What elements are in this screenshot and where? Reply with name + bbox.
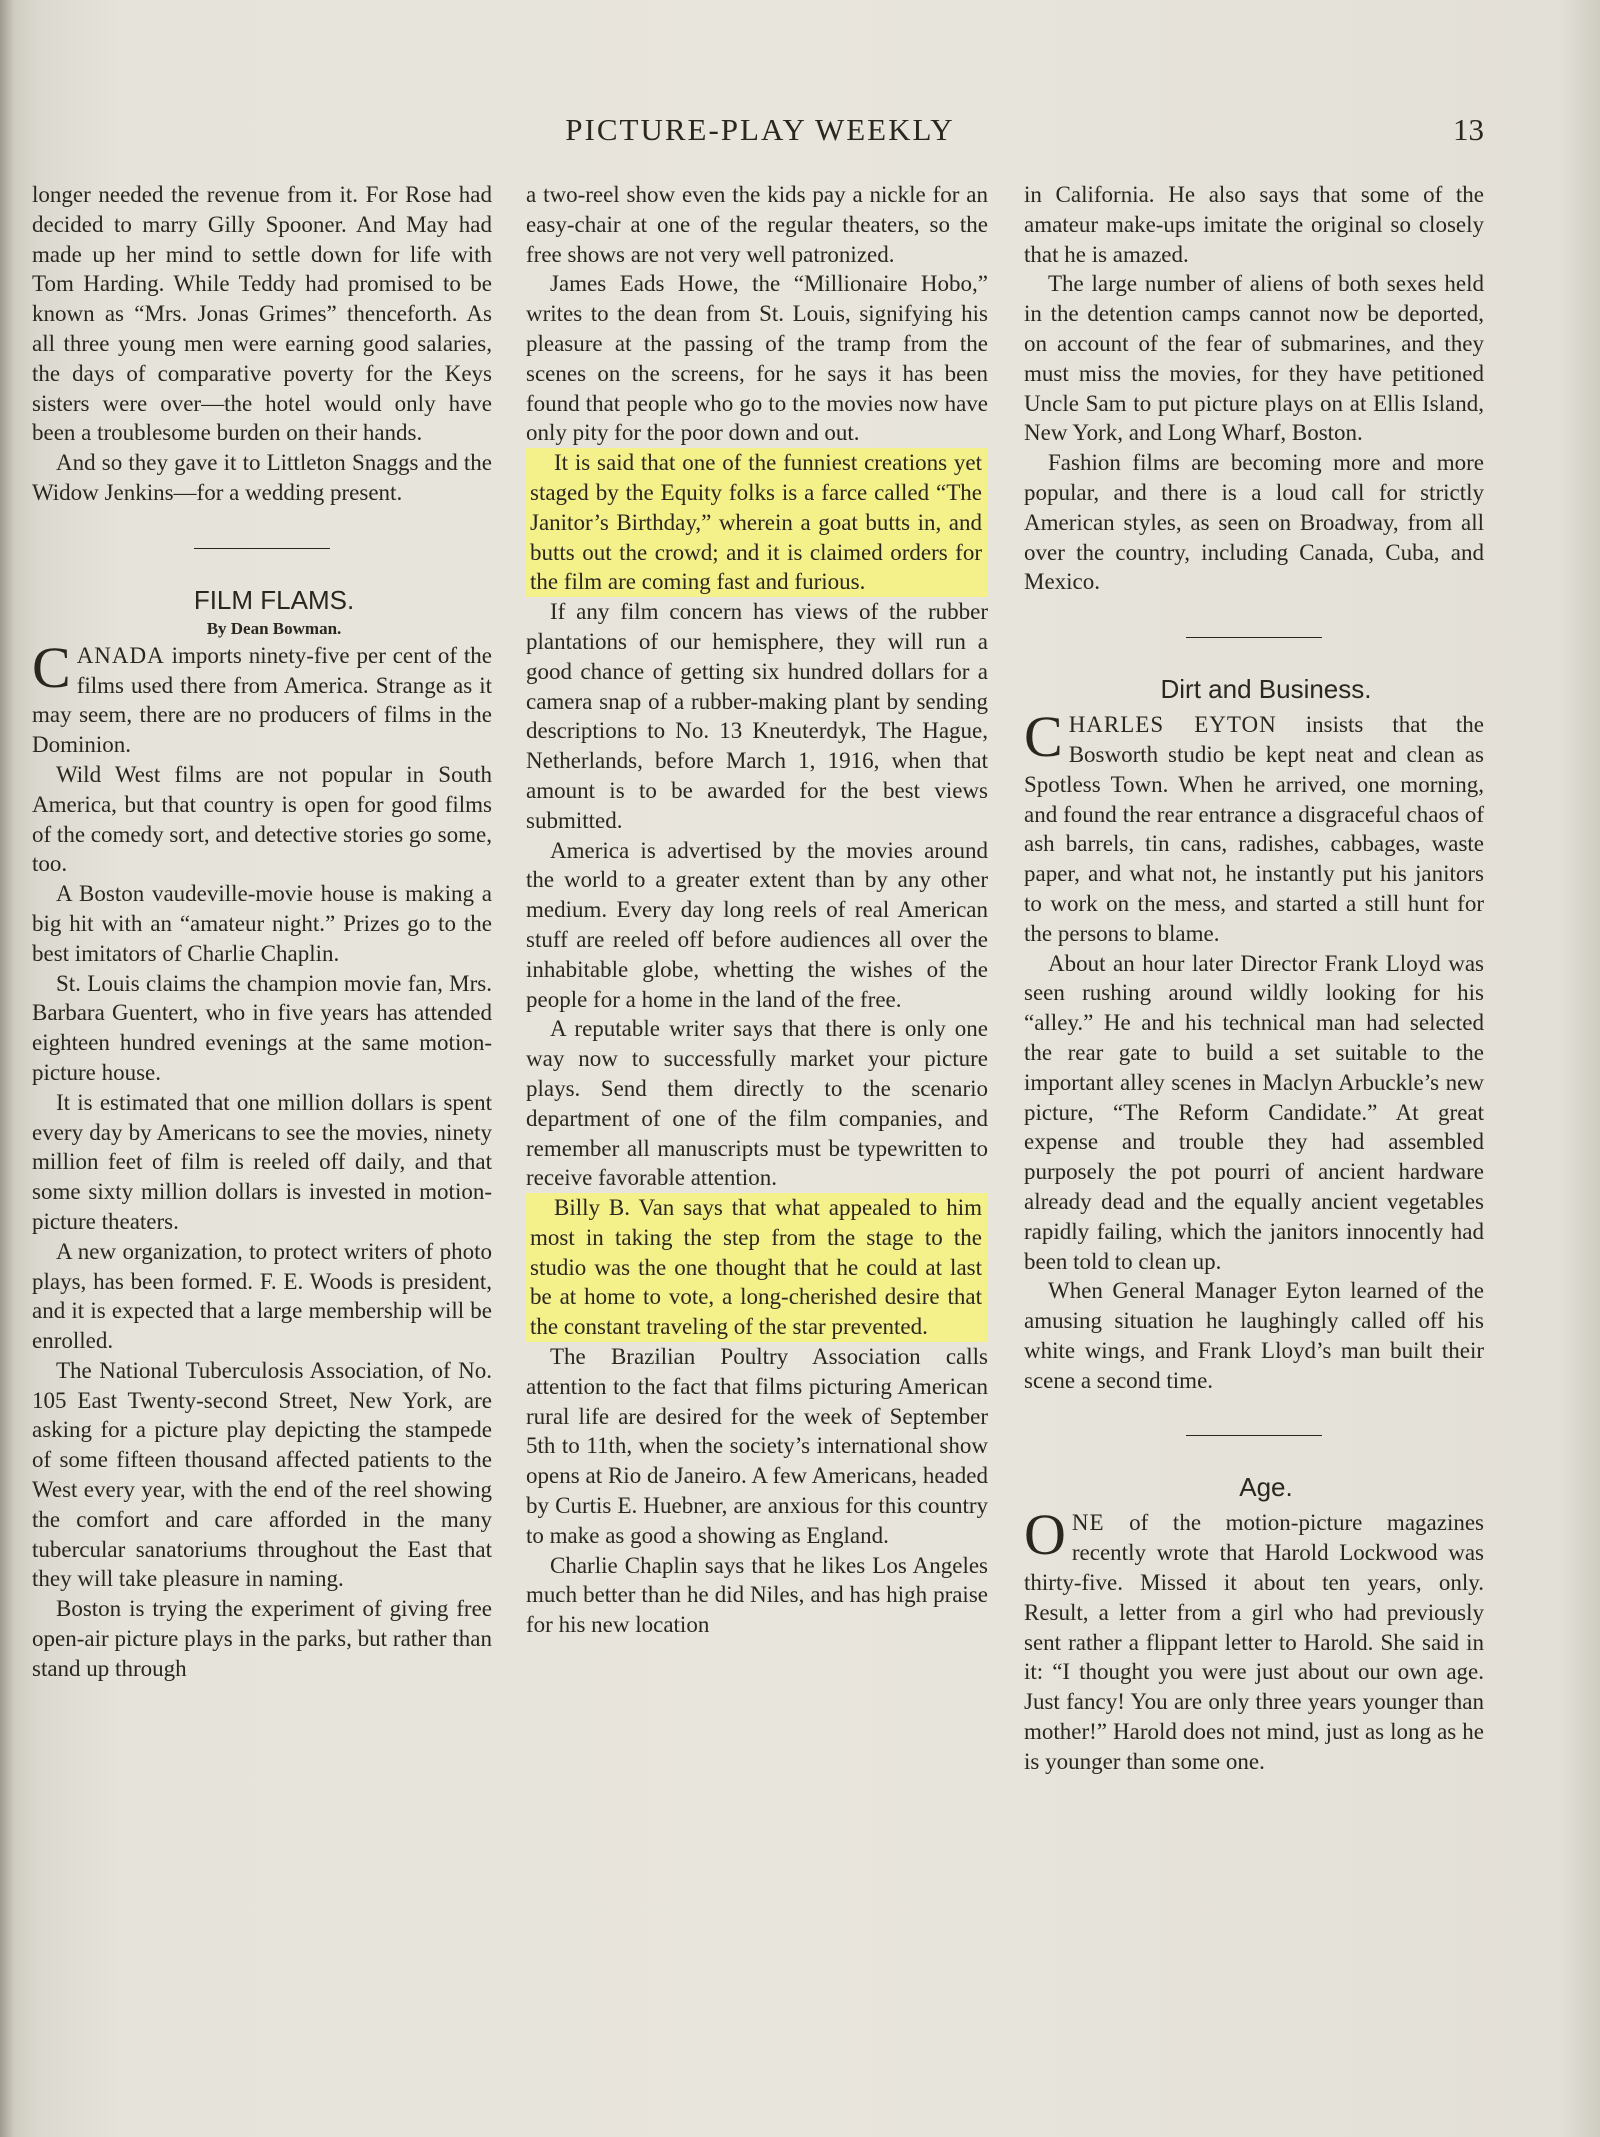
article-paragraph: The large number of aliens of both sexes held in the detention camps cannot now be deported, on account of the fear of submarines, and they must miss the movies, for they have petitioned Uncle Sam to put picture plays on at Ellis Island, New York, and Long Wharf, Boston. (1024, 271, 1484, 446)
highlighted-paragraph: It is said that one of the funniest creations yet staged by the Equity folks is a farce called “The Janitor’s Birthday,” wherein a goat butts in, and butts out the crowd; and it is claimed orders for the film are coming fast and furious. (526, 448, 988, 597)
article-paragraph: The Brazilian Poultry Association calls attention to the fact that films picturing American rural life are desired for the week of September 5th to 11th, when the society’s international show opens at Rio de Janeiro. A few Americans, headed by Curtis E. Huebner, are anxious for this country to make as good a showing as England. (526, 1344, 988, 1548)
drop-cap: C (32, 634, 71, 700)
story-ending-paragraph: longer needed the revenue from it. For Rose had decided to marry Gilly Spooner. And May had made up her mind to settle down for life with Tom Harding. While Teddy had promised to be known as “Mrs. Jonas Grimes” thenceforth. As all three young men were earning good salaries, the days of comparative poverty for the Keys sisters were over—the hotel would only have been a troublesome burden on their hands. (32, 182, 492, 446)
article-paragraph: It is estimated that one million dollars is spent every day by Americans to see the movies, ninety million feet of film is reeled off daily, and that some sixty million dollars is invested in motion-picture theaters. (32, 1089, 492, 1234)
story-ending-paragraph: And so they gave it to Littleton Snaggs and the Widow Jenkins—for a wedding present. (32, 450, 492, 505)
running-head: PICTURE-PLAY WEEKLY (565, 112, 955, 147)
article-paragraph: America is advertised by the movies around the world to a greater extent than by any other medium. Every day long reels of real American stuff are reeled off before audiences all over the inhabitable globe, whetting the wishes of the people for a home in the land of the free. (526, 837, 988, 1012)
section-title-age: Age. (1239, 1472, 1293, 1503)
column-3 (1024, 180, 1484, 1777)
column-1 (32, 180, 492, 1684)
highlighted-paragraph: Billy B. Van says that what appealed to him most in taking the step from the stage to the studio was the one thought that he could at last be at home to vote, a long-cherished desire that the constant traveling of the star prevented. (526, 1193, 988, 1342)
column-2 (526, 180, 988, 1640)
paragraph-text: of the motion-picture magazines recently wrote that Harold Lockwood was thirty-five. Missed it about ten years, only. Result, a letter from a girl who had previously sent rather a flippant letter to Harold. She said in it: “I thought you were just about our own age. Just fancy! You are only three years younger than mother!” Harold does not mind, just as long as he is younger than some one. (1024, 1510, 1484, 1774)
lead-in: NE (1071, 1510, 1105, 1536)
section-divider (194, 548, 330, 549)
article-paragraph (1024, 1502, 1484, 1776)
section-divider (1186, 637, 1322, 638)
article-paragraph: A Boston vaudeville-movie house is making a big hit with an “amateur night.” Prizes go to the best imitators of Charlie Chaplin. (32, 881, 492, 966)
page-number: 13 (1453, 112, 1484, 147)
section-title-dirt-and-business: Dirt and Business. (1160, 674, 1372, 705)
article-paragraph: Wild West films are not popular in South America, but that country is open for good films of the comedy sort, and detective stories go some, too. (32, 761, 492, 877)
article-paragraph: in California. He also says that some of the amateur make-ups imitate the original so closely that he is amazed. (1024, 182, 1484, 267)
lead-in: HARLES EYTON (1068, 712, 1277, 738)
article-paragraph: St. Louis claims the champion movie fan, Mrs. Barbara Guentert, who in five years has attended eighteen hundred evenings at the same motion-picture house. (32, 970, 492, 1085)
article-paragraph: When General Manager Eyton learned of the amusing situation he laughingly called off his white wings, and Frank Lloyd’s man built their scene a second time. (1024, 1278, 1484, 1393)
article-paragraph: A new organization, to protect writers of photo plays, has been formed. F. E. Woods is president, and it is expected that a large membership will be enrolled. (32, 1238, 492, 1354)
byline: By Dean Bowman. (206, 618, 342, 638)
article-paragraph: If any film concern has views of the rubber plantations of our hemisphere, they will run a good chance of getting six hundred dollars for a camera snap of a rubber-making plant by sending descriptions to No. 13 Kneuterdyk, The Hague, Netherlands, before March 1, 1916, when that amount is to be awarded for the best views submitted. (526, 599, 988, 833)
paragraph-text: imports ninety-five per cent of the films used there from America. Strange as it may seem, there are no producers of films in the Dominion. (32, 642, 492, 758)
article-paragraph (32, 634, 492, 760)
drop-cap: C (1024, 704, 1063, 770)
article-paragraph: James Eads Howe, the “Millionaire Hobo,” writes to the dean from St. Louis, signifying his pleasure at the passing of the tramp from the scenes on the screens, for he says it has been found that people who go to the movies now have only pity for the poor down and out. (526, 271, 988, 446)
article-paragraph: Boston is trying the experiment of giving free open-air picture plays in the parks, but rather than stand up through (32, 1596, 492, 1681)
lead-in: ANADA (76, 642, 165, 668)
binding-edge (0, 0, 14, 2137)
article-paragraph: a two-reel show even the kids pay a nickle for an easy-chair at one of the regular theaters, so the free shows are not very well patronized. (526, 182, 988, 267)
article-paragraph (1024, 704, 1484, 948)
article-paragraph: About an hour later Director Frank Lloyd was seen rushing around wildly looking for his “alley.” He and his technical man had selected the rear gate to build a set suitable to the important alley scenes in Maclyn Arbuckle’s new picture, “The Reform Candidate.” At great expense and trouble they had assembled purposely the pot pourri of ancient hardware already dead and the equally ancient vegetables rapidly failing, which the janitors innocently had been told to clean up. (1024, 950, 1484, 1274)
article-paragraph: A reputable writer says that there is only one way now to successfully market your picture plays. Send them directly to the scenario department of one of the film companies, and remember all manuscripts must be typewritten to receive favorable attention. (526, 1016, 988, 1191)
drop-cap: O (1024, 1502, 1066, 1568)
article-paragraph: Charlie Chaplin says that he likes Los Angeles much better than he did Niles, and has high praise for his new location (526, 1552, 988, 1638)
section-divider (1186, 1435, 1322, 1436)
section-title-film-flams: FILM FLAMS. (193, 584, 355, 615)
article-paragraph: Fashion films are becoming more and more popular, and there is a loud call for strictly American styles, as seen on Broadway, from all over the country, including Canada, Cuba, and Mexico. (1024, 450, 1484, 595)
paragraph-text: insists that the Bosworth studio be kept neat and clean as Spotless Town. When he arrived, one morning, and found the rear entrance a disgraceful chaos of ash barrels, tin cans, radishes, cabbages, waste paper, and what not, he instantly put his janitors to work on the mess, and started a still hunt for the persons to blame. (1024, 712, 1484, 946)
article-paragraph: The National Tuberculosis Association, of No. 105 East Twenty-second Street, New York, are asking for a picture play depicting the stampede of some fifteen thousand affected patients to the West every year, with the end of the reel showing the comfort and care afforded in the many tubercular sanatoriums throughout the East that they will take pleasure in naming. (32, 1357, 492, 1592)
